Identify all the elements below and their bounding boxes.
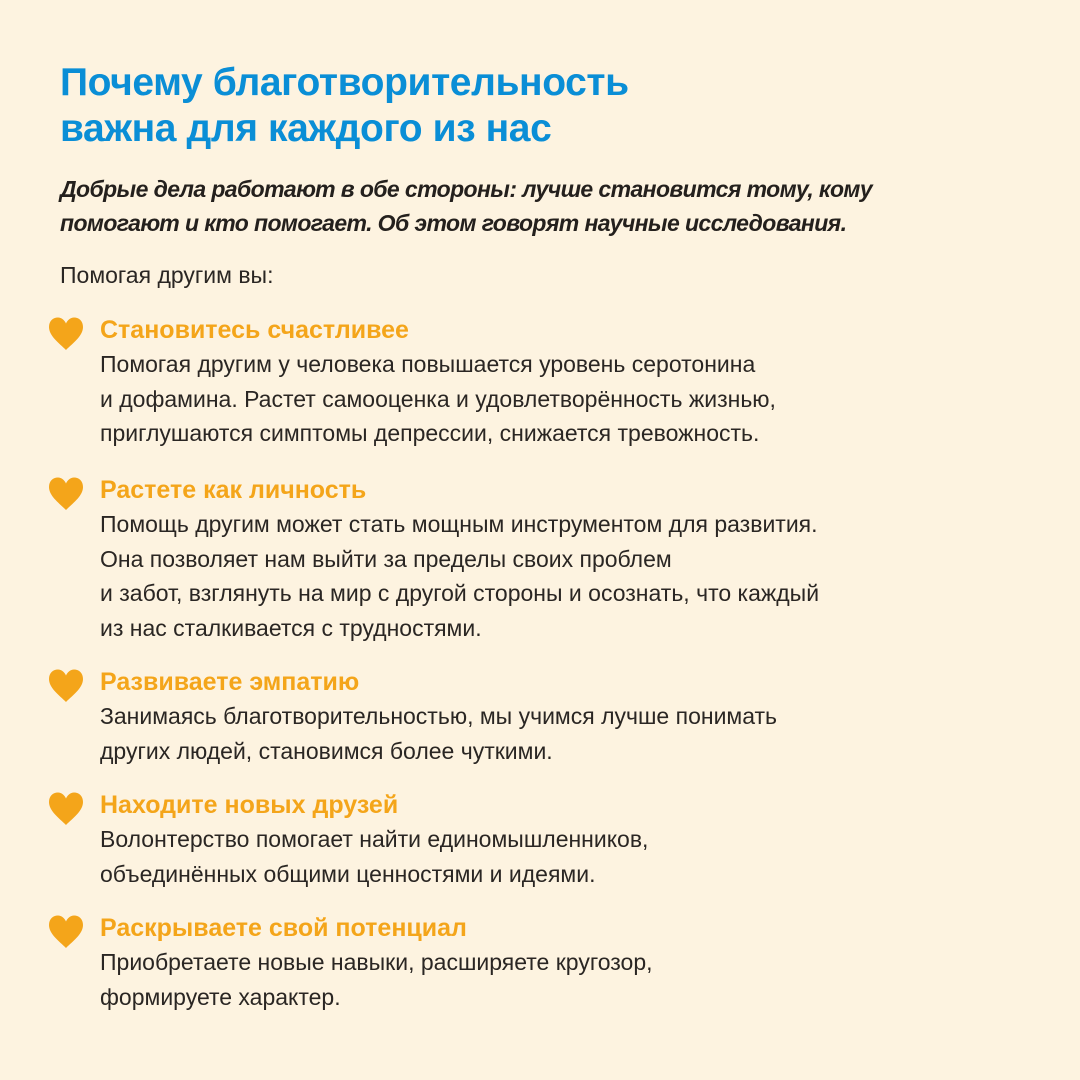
heart-icon: [47, 914, 85, 950]
benefit-description: [100, 699, 777, 768]
description-line: формируете характер.: [100, 983, 341, 1010]
description-line: приглушаются симптомы депрессии, снижается тревожность.: [100, 420, 760, 446]
description-line: и забот, взглянуть на мир с другой стороны и осознать, что каждый: [100, 580, 820, 606]
description-line: Помогая другим у человека повышается уровень серотонина: [100, 351, 756, 377]
description-line: Помощь другим может стать мощным инструментом для развития.: [100, 511, 818, 537]
heart-icon: [47, 476, 85, 512]
description-line: Она позволяет нам выйти за пределы своих проблем: [100, 545, 672, 572]
lead-line: Добрые дела работают в обе стороны: лучше становится тому, кому: [60, 176, 873, 202]
description-line: объединённых общими ценностями и идеями.: [100, 860, 596, 887]
heart-icon: [47, 316, 85, 352]
page-title: [60, 60, 1020, 152]
title-line: Почему благотворительность: [60, 61, 629, 104]
benefit-description: [100, 945, 653, 1014]
description-line: Волонтерство помогает найти единомышленников,: [100, 826, 649, 852]
heart-icon: [47, 668, 85, 704]
description-line: и дофамина. Растет самооценка и удовлетворённость жизнью,: [100, 385, 776, 412]
lead-line: помогают и кто помогает. Об этом говорят научные исследования.: [60, 210, 847, 236]
benefit-title: Становитесь счастливее: [100, 316, 409, 344]
benefit-description: [100, 507, 819, 645]
description-line: Приобретаете новые навыки, расширяете кругозор,: [100, 949, 653, 975]
benefit-title: Раскрываете свой потенциал: [100, 914, 467, 942]
benefit-description: [100, 347, 776, 451]
description-line: из нас сталкивается с трудностями.: [100, 614, 482, 641]
benefit-title: Растете как личность: [100, 476, 367, 504]
heart-icon: [47, 791, 85, 827]
description-line: Занимаясь благотворительностью, мы учимся лучше понимать: [100, 703, 778, 729]
title-line: важна для каждого из нас: [60, 107, 552, 150]
benefit-title: Находите новых друзей: [100, 791, 399, 819]
description-line: других людей, становимся более чуткими.: [100, 737, 553, 764]
benefit-title: Развиваете эмпатию: [100, 668, 360, 696]
intro-text: Помогая другим вы:: [60, 262, 274, 288]
lead-paragraph: [60, 172, 1020, 240]
benefit-description: [100, 822, 648, 891]
